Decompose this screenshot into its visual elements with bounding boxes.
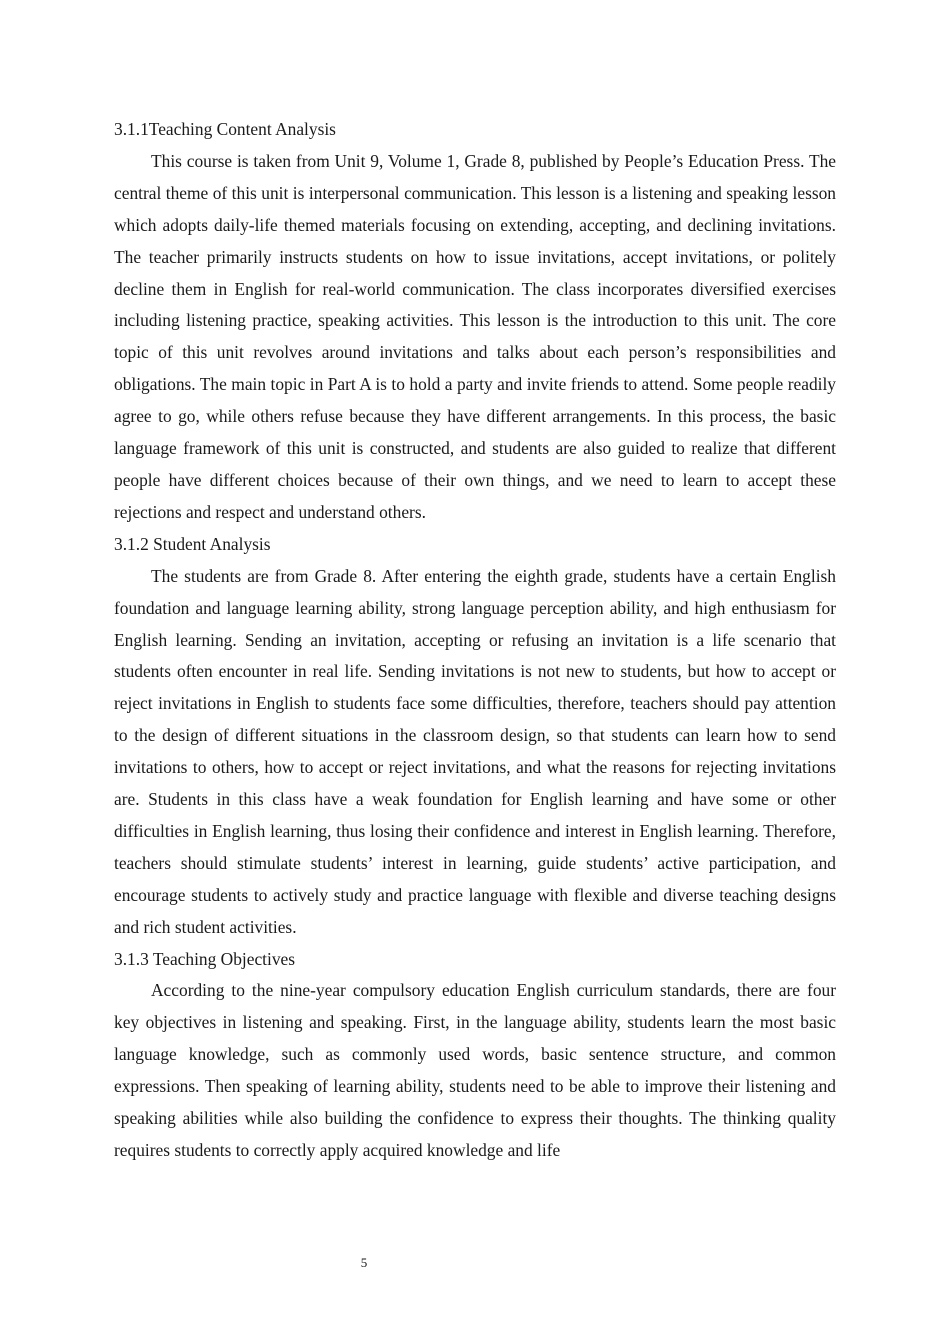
page-content: [114, 114, 836, 1167]
section-body-student-analysis: The students are from Grade 8. After entering the eighth grade, students have a certain English foundation and language learning ability, strong language perception ability, and high enthusiasm for English learning. Sending an invitation, accepting or refusing an invitation is a life scenario that students often encounter in real life. Sending invitations is not new to students, but how to accept or reject invitations in English to students face some difficulties, therefore, teachers should pay attention to the design of different situations in the classroom design, so that students can learn how to send invitations to others, how to accept or reject invitations, and what the reasons for rejecting invitations are. Students in this class have a weak foundation for English learning and have some or other difficulties in English learning, thus losing their confidence and interest in English learning. Therefore, teachers should stimulate students’ interest in learning, guide students’ active participation, and encourage students to actively study and practice language with flexible and diverse teaching designs and rich student activities.: [114, 565, 836, 937]
section-heading-teaching-objectives: 3.1.3 Teaching Objectives: [114, 948, 296, 969]
section-body-teaching-objectives: According to the nine-year compulsory education English curriculum standards, there are four key objectives in listening and speaking. First, in the language ability, students learn the most basic language knowledge, such as commonly used words, basic sentence structure, and common expressions. Then speaking of learning ability, students need to be able to improve their listening and speaking abilities while also building the confidence to express their thoughts. The thinking quality requires students to correctly apply acquired knowledge and life: [114, 980, 836, 1160]
section-heading-teaching-content-analysis: 3.1.1Teaching Content Analysis: [114, 119, 336, 139]
page-number: 5: [360, 1255, 368, 1270]
section-body-teaching-content-analysis: This course is taken from Unit 9, Volume 1, Grade 8, published by People’s Education Press. The central theme of this unit is interpersonal communication. This lesson is a listening and speaking lesson which adopts daily-life themed materials focusing on extending, accepting, and declining invitations. The teacher primarily instructs students on how to issue invitations, accept invitations, or politely decline them in English for real-world communication. The class incorporates diversified exercises including listening practice, speaking activities. This lesson is the introduction to this unit. The core topic of this unit revolves around invitations and talks about each person’s responsibilities and obligations. The main topic in Part A is to hold a party and invite friends to attend. Some people readily agree to go, while others refuse because they have different arrangements. In this process, the basic language framework of this unit is constructed, and students are also guided to realize that different people have different choices because of their own things, and we need to learn to accept these rejections and respect and understand others.: [114, 150, 836, 522]
section-heading-student-analysis: 3.1.2 Student Analysis: [114, 533, 271, 554]
